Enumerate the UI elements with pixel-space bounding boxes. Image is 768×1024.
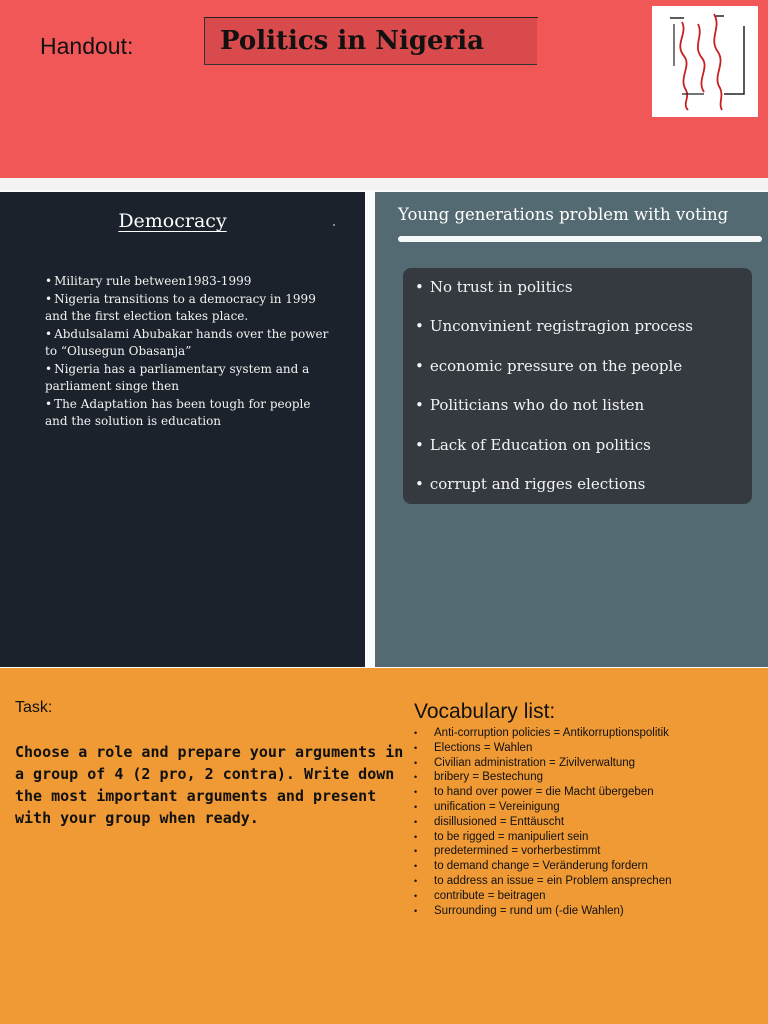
abstract-red-lines-logo-icon — [652, 6, 758, 117]
democracy-title: Democracy — [118, 210, 227, 232]
task-label: Task: — [15, 699, 53, 716]
header-banner — [0, 0, 768, 178]
list-item: • bribery = Bestechung — [414, 770, 754, 785]
list-item: • unification = Vereinigung — [414, 800, 754, 815]
list-item: • Civilian administration = Zivilverwaltung — [414, 756, 754, 771]
list-item: • to address an issue = ein Problem ansprechen — [414, 874, 754, 889]
list-item: • Unconvinient registragion process — [415, 315, 750, 354]
page-title: Politics in Nigeria — [220, 26, 484, 56]
list-item: • Anti-corruption policies = Antikorruptionspolitik — [414, 726, 754, 741]
list-item: • Lack of Education on politics — [415, 434, 750, 473]
vocabulary-title: Vocabulary list: — [414, 700, 556, 723]
list-item: • disillusioned = Enttäuscht — [414, 815, 754, 830]
list-item: • Military rule between1983-1999 — [45, 273, 335, 290]
handout-label: Handout: — [40, 33, 134, 59]
list-item: • Politicians who do not listen — [415, 394, 750, 433]
voting-title: Young generations problem with voting — [398, 205, 729, 224]
vocabulary-list — [414, 726, 754, 918]
voting-problems-list — [415, 276, 750, 512]
task-text: Choose a role and prepare your arguments in a group of 4 (2 pro, 2 contra). Write down the most important arguments and present with your group when ready. — [15, 743, 404, 827]
list-item: • economic pressure on the people — [415, 355, 750, 394]
list-item: • Nigeria transitions to a democracy in 1999 and the first election takes place. — [45, 291, 335, 325]
democracy-list — [45, 273, 335, 431]
list-item: • contribute = beitragen — [414, 889, 754, 904]
list-item: • corrupt and rigges elections — [415, 473, 750, 512]
list-item: • predetermined = vorherbestimmt — [414, 844, 754, 859]
list-item: • Surrounding = rund um (-die Wahlen) — [414, 904, 754, 919]
list-item: • Abdulsalami Abubakar hands over the power to “Olusegun Obasanja” — [45, 326, 335, 360]
title-underline — [398, 236, 762, 242]
title-box — [204, 17, 537, 65]
list-item: • Elections = Wahlen — [414, 741, 754, 756]
list-item: • to be rigged = manipuliert sein — [414, 830, 754, 845]
list-item: • No trust in politics — [415, 276, 750, 315]
list-item: • Nigeria has a parliamentary system and a parliament singe then — [45, 361, 335, 395]
divider-band — [0, 178, 768, 190]
list-item: • to demand change = Veränderung fordern — [414, 859, 754, 874]
list-item: • to hand over power = die Macht übergeben — [414, 785, 754, 800]
list-item: • The Adaptation has been tough for people and the solution is education — [45, 396, 335, 430]
